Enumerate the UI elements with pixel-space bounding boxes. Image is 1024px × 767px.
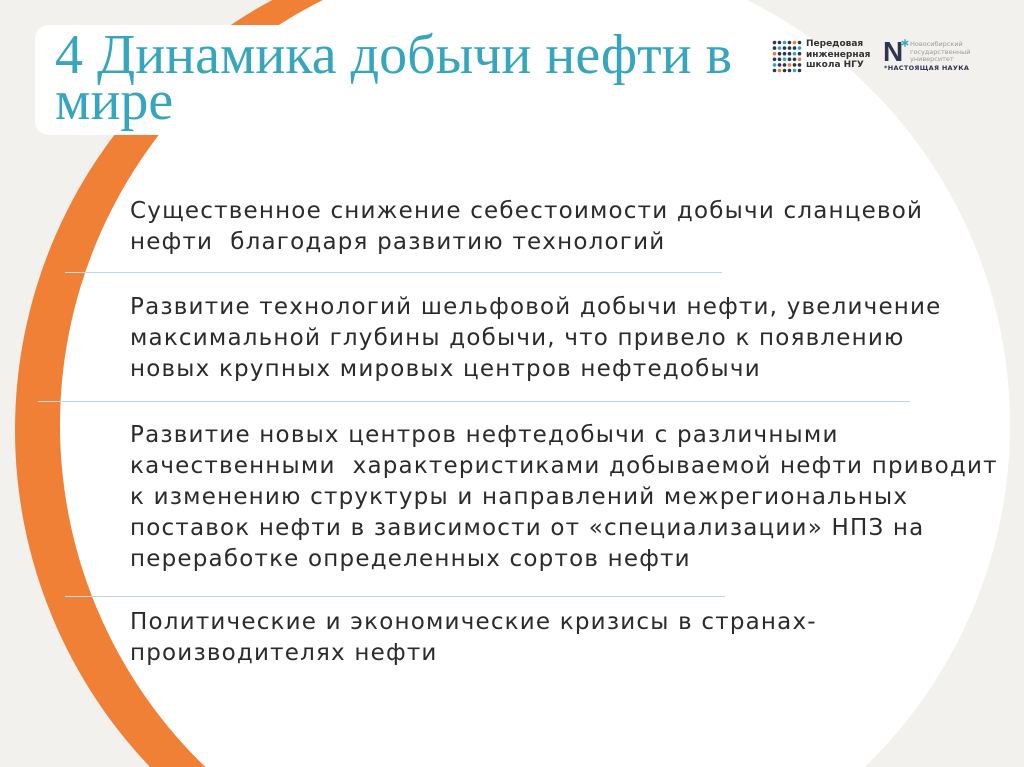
logo-dot bbox=[783, 41, 787, 45]
logo-dot bbox=[783, 52, 787, 56]
logo-dot bbox=[783, 63, 787, 67]
logo-dot bbox=[788, 46, 792, 50]
logo-dot bbox=[778, 58, 782, 62]
logo-dot bbox=[788, 58, 792, 62]
logo-dot bbox=[778, 52, 782, 56]
logo-dot bbox=[788, 69, 792, 73]
bullet-line: производителях нефти bbox=[130, 640, 438, 666]
slide-title bbox=[55, 24, 733, 132]
logo-dot bbox=[793, 46, 797, 50]
bullet-item bbox=[130, 196, 923, 258]
bullet-line: нефти благодаря развитию технологий bbox=[130, 229, 666, 255]
bullet-item bbox=[130, 607, 817, 669]
bullet-line: Существенное снижение себестоимости добычи сланцевой bbox=[130, 198, 924, 224]
nsu-logo-name-line: Новосибирский bbox=[910, 40, 963, 48]
logo-dot bbox=[788, 41, 792, 45]
asterisk-icon bbox=[901, 39, 909, 47]
logo-dot bbox=[788, 52, 792, 56]
bullet-line: к изменению структуры и направлений межрегиональных bbox=[130, 484, 909, 510]
logo-dot bbox=[778, 69, 782, 73]
pish-logo-line: инженерная bbox=[806, 49, 871, 60]
pish-logo-line: школа НГУ bbox=[806, 60, 864, 70]
logo-dot bbox=[773, 69, 777, 73]
bullet-line: максимальной глубины добычи, что привело к появлению bbox=[130, 325, 905, 351]
divider bbox=[65, 596, 725, 597]
logo-dot bbox=[773, 58, 777, 62]
pish-logo-mark bbox=[772, 40, 802, 74]
bullet-item bbox=[130, 420, 998, 575]
bullet-line: поставок нефти в зависимости от «специализации» НПЗ на bbox=[130, 515, 925, 541]
logo-dot bbox=[798, 69, 802, 73]
bullet-line: Политические и экономические кризисы в странах- bbox=[130, 609, 817, 635]
nsu-logo-slogan: *НАСТОЯЩАЯ НАУКА bbox=[884, 64, 970, 72]
bullet-line: переработке определенных сортов нефти bbox=[130, 546, 691, 572]
logo-dot bbox=[778, 41, 782, 45]
logo-dot bbox=[778, 46, 782, 50]
logo-dot bbox=[773, 41, 777, 45]
pish-logo-text bbox=[806, 39, 870, 71]
logo-dot bbox=[783, 46, 787, 50]
logo-dot bbox=[793, 63, 797, 67]
title-box bbox=[35, 25, 770, 135]
logo-dot bbox=[798, 63, 802, 67]
logo-dot bbox=[773, 52, 777, 56]
bullet-line: качественными характеристиками добываемой нефти приводит bbox=[130, 453, 998, 479]
divider bbox=[38, 401, 910, 402]
logo-dot bbox=[798, 52, 802, 56]
bullet-line: Развитие новых центров нефтедобычи с различными bbox=[130, 422, 839, 448]
logo-dot bbox=[793, 69, 797, 73]
logo-dot bbox=[783, 58, 787, 62]
divider bbox=[65, 272, 722, 273]
slide-title-line: 4 Динамика добычи нефти в bbox=[55, 24, 733, 86]
logo-dot bbox=[793, 52, 797, 56]
logo-dot bbox=[793, 58, 797, 62]
slide-title-line: мире bbox=[55, 70, 174, 132]
logo-dot bbox=[793, 41, 797, 45]
nsu-logo-name bbox=[910, 41, 970, 64]
logo-dot bbox=[788, 63, 792, 67]
logo-dot bbox=[798, 46, 802, 50]
logo-dot bbox=[778, 63, 782, 67]
logo-dot bbox=[798, 58, 802, 62]
logo-dot bbox=[773, 63, 777, 67]
logo-dot bbox=[798, 41, 802, 45]
pish-logo-line: Передовая bbox=[806, 39, 864, 49]
bullet-line: Развитие технологий шельфовой добычи нефти, увеличение bbox=[130, 294, 942, 320]
nsu-logo-name-line: государственный bbox=[910, 47, 971, 56]
bullet-item bbox=[130, 292, 942, 385]
logo-dot bbox=[783, 69, 787, 73]
logo-dot bbox=[773, 46, 777, 50]
bullet-line: новых крупных мировых центров нефтедобычи bbox=[130, 356, 761, 382]
nsu-logo-name-line: университет bbox=[910, 55, 954, 63]
nsu-logo-mark: N bbox=[883, 36, 904, 67]
